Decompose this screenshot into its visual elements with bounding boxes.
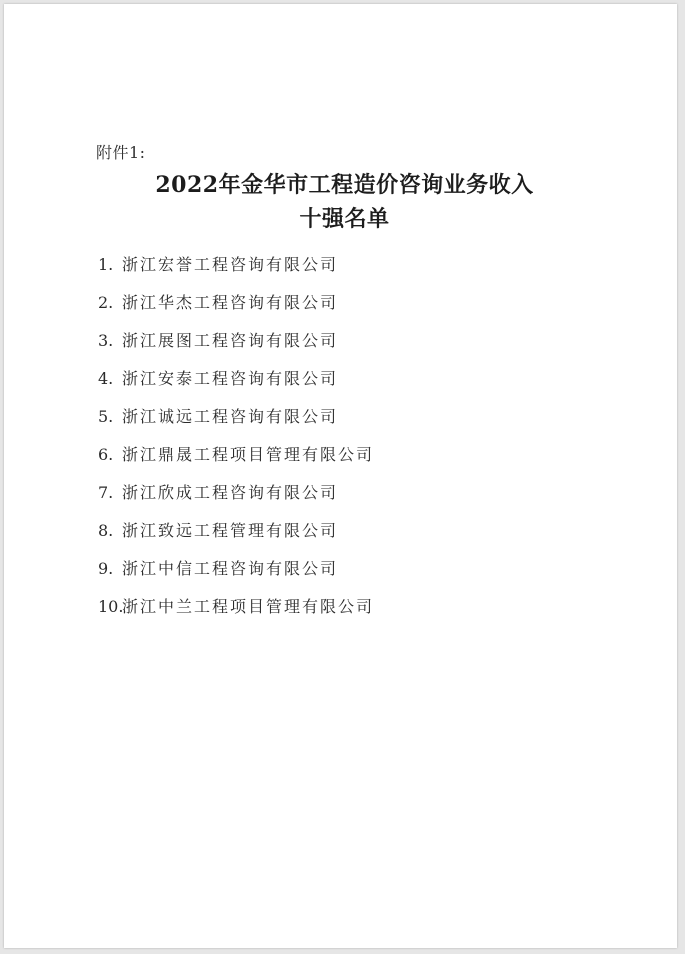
company-name: 浙江诚远工程咨询有限公司: [122, 407, 339, 426]
company-name: 浙江致远工程管理有限公司: [122, 521, 339, 540]
list-item-number: 1.: [98, 255, 114, 274]
list-item: [98, 478, 374, 516]
list-item: [98, 402, 374, 440]
attachment-label: 附件1:: [96, 143, 146, 162]
list-item-number: 7.: [98, 483, 114, 502]
list-item-number: 4.: [98, 369, 114, 388]
list-item: [98, 250, 374, 288]
list-item-number: 9.: [98, 559, 114, 578]
list-item: [98, 516, 374, 554]
list-item-number: 2.: [98, 293, 114, 312]
title-line-2: 十强名单: [299, 206, 390, 232]
company-name: 浙江华杰工程咨询有限公司: [122, 293, 339, 312]
list-item-number: 3.: [98, 331, 114, 350]
list-item-number: 5.: [98, 407, 114, 426]
list-item: [98, 592, 374, 630]
company-list: [98, 250, 374, 630]
company-name: 浙江展图工程咨询有限公司: [122, 331, 339, 350]
company-name: 浙江欣成工程咨询有限公司: [122, 483, 339, 502]
company-name: 浙江鼎晟工程项目管理有限公司: [122, 445, 375, 464]
document-page: [4, 4, 677, 948]
list-item-number: 8.: [98, 521, 114, 540]
document-title: [4, 168, 685, 236]
company-name: 浙江宏誉工程咨询有限公司: [122, 255, 339, 274]
list-item: [98, 440, 374, 478]
list-item-number: 6.: [98, 445, 114, 464]
title-line-1: 2022年金华市工程造价咨询业务收入: [155, 172, 534, 198]
list-item-number: 10.: [98, 597, 124, 616]
list-item: [98, 554, 374, 592]
company-name: 浙江中兰工程项目管理有限公司: [122, 597, 375, 616]
company-name: 浙江安泰工程咨询有限公司: [122, 369, 339, 388]
list-item: [98, 288, 374, 326]
list-item: [98, 364, 374, 402]
list-item: [98, 326, 374, 364]
company-name: 浙江中信工程咨询有限公司: [122, 559, 339, 578]
